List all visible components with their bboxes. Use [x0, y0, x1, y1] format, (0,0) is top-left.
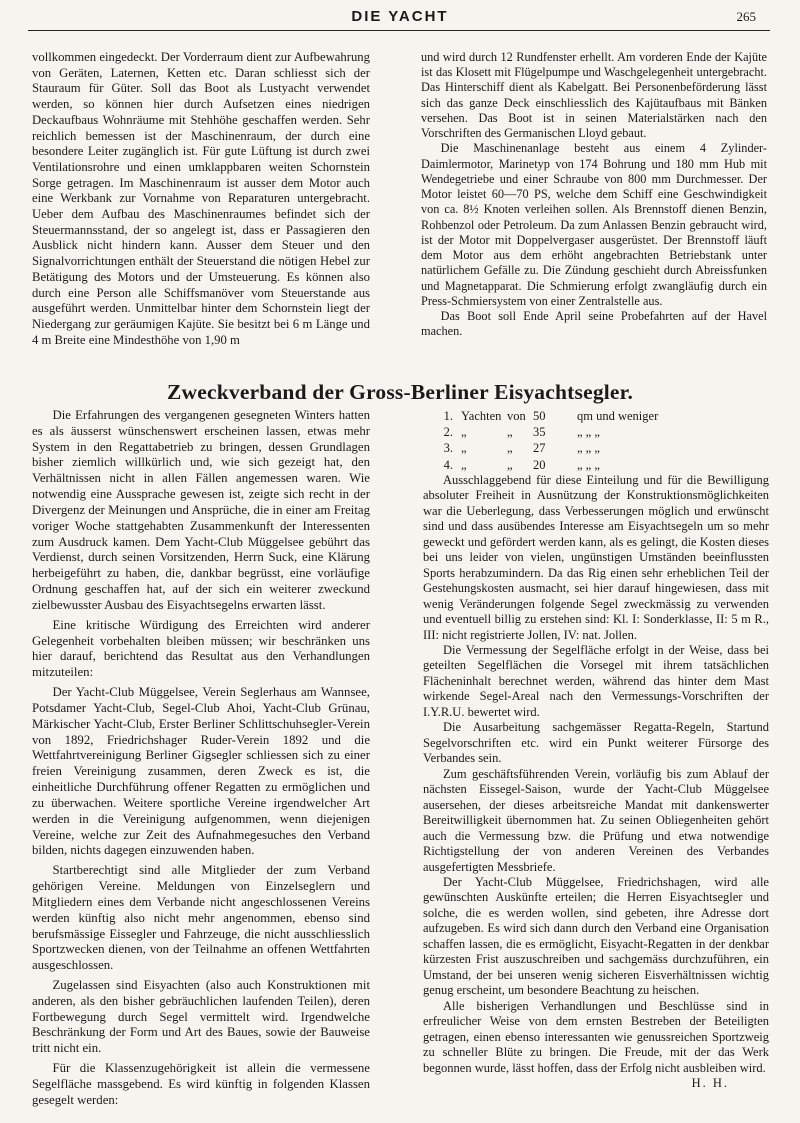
paragraph: Die Maschinenanlage besteht aus einem 4 Zylinder-Daimlermotor, Marinetyp von 174 Bohrung und 180 mm Hub mit Wendegetriebe und einer Schraube von 800 mm Durchmesser. Der Motor leistet 60—70 PS, welche dem Schiff eine Geschwindigkeit von ca. 8½ Knoten verleihen sollen. Als Brennstoff dienen Benzin, Rohbenzol oder Petroleum. Da zum Anlassen Benzin gebraucht wird, ist der Motor mit Doppelvergaser ausgerüstet. Der Brennstoff läuft dem Motor aus dem erhöht angebrachten Betriebstank unter natürlichem Gefälle zu. Die Zündung geschieht durch Abreissfunken und Magnetapparat. Die Schmierung erfolgt zwangläufig durch ein Press-Schmiersystem von einer Zentralstelle aus.	[421, 141, 767, 308]
article-right-column	[423, 408, 769, 1092]
paragraph: vollkommen eingedeckt. Der Vorderraum dient zur Aufbewahrung von Geräten, Laternen, Ketten etc. Daran schliesst sich der Stauraum für Güter. Soll das Boot als Lustyacht verwendet werden, so können hier durch Aufsetzen eines niedrigen Deckaufbaus Wohnräume mit Stehhöhe geschaffen werden. Sehr reichlich bemessen ist der Maschinenraum, der durch eine besondere Leiter zugänglich ist. Für gute Lüftung ist durch zwei Ventilationsrohre und einen umklappbaren weiten Schornstein Sorge getragen. Im Maschinenraum ist ausser dem Motor auch eine Werkbank zur Vornahme von Reparaturen untergebracht. Ueber dem Aufbau des Maschinenraumes befindet sich der Steuermannsstand, der so angelegt ist, dass er Passagieren den Ausblick nicht hindern kann. Ausser dem Steuer und den Signalvorrichtungen enthält der Steuerstand die nötigen Hebel zur Betätigung des Motors und der Umsteuerung. Es können also durch eine Person alle Schiffsmanöver vom Steuerstande aus ausgeführt werden. Unmittelbar hinter dem Schornstein liegt der Niedergang zur geräumigen Kajüte. Sie besitzt bei 6 m Länge und 4 m Breite eine Mindesthöhe von 1,90 m	[32, 50, 370, 347]
paragraph: Der Yacht-Club Müggelsee, Verein Seglerhaus am Wannsee, Potsdamer Yacht-Club, Segel-Club Ahoi, Yacht-Club Grünau, Märkischer Yacht-Club, Erster Berliner Schlittschuhsegler-Verein von 1892, Friedrichshager Ruder-Verein 1892 und die Wettfahrtvereinigung Berliner Gigsegler schliessen sich zu einer freien Vereinigung zusammen, deren Zweck es ist, die einheitliche Durchführung offener Regatten zu ermöglichen und zu überwachen. Weitere sportliche Vereine irgendwelcher Art werden in die Vereinigung aufgenommen, wenn diejenigen Vereine, welche zur Zeit des Aufnahmegesuches den Verband bilden, nichts dagegen einzuwenden haben.	[32, 685, 370, 858]
running-header-title: DIE YACHT	[351, 8, 449, 25]
paragraph: Für die Klassenzugehörigkeit ist allein die vermessene Segelfläche massgebend. Es wird künftig in folgenden Klassen gesegelt werden:	[32, 1061, 370, 1107]
paragraph: und wird durch 12 Rundfenster erhellt. Am vorderen Ende der Kajüte ist das Klosett mit Flügelpumpe und Waschgelegenheit untergebracht. Das Hinterschiff dient als Kabelgatt. Bei Personenbeförderung lässt sich das ganze Deck einschliesslich des Kajütaufbaus mit Bänken versehen. Das Boot ist in seinen Materialstärken nach den Vorschriften des Germanischen Lloyd gebaut.	[421, 50, 767, 141]
class-rest: „ „ „	[577, 457, 600, 472]
class-pre: „	[507, 457, 513, 472]
class-rest: qm und weniger	[577, 409, 659, 423]
class-rest: „ „ „	[577, 425, 600, 440]
paragraph: Das Boot soll Ende April seine Probefahrten auf der Havel machen.	[421, 308, 767, 339]
class-list	[423, 408, 769, 473]
class-list-item	[423, 457, 769, 473]
class-word: „	[461, 425, 467, 440]
author-initials: H. H.	[691, 1076, 729, 1091]
page-number: 265	[736, 9, 756, 24]
paragraph: Der Yacht-Club Müggelsee, Friedrichshagen, wird alle gewünschten Auskünfte erteilen; die Herren Eisyachtsegler und solche, die es werden wollen, sind gebeten, ihre Adresse dort aufzugeben. Es wird sich dann durch den Verband eine Organisation schaffen lassen, die es ermöglicht, Eisyacht-Regatten in der denkbar kürzesten Frist auszuschreiben und sachgemäss durchzuführen, ein Umstand, der bei unseren wenig sicheren Eisverhältnissen wichtig genug erscheint, um besondere Beachtung zu heischen.	[423, 875, 769, 998]
class-list-item	[423, 408, 769, 424]
paragraph: Die Erfahrungen des vergangenen gesegneten Winters hatten es als äusserst wünschenswert erscheinen lassen, etwas mehr System in den Regattabetrieb zu bringen, dessen Grundlagen bisher ziemlich willkürlich und, wie sich gezeigt hat, den Verhältnissen nicht in allen Fällen angemessen waren. Wie notwendig eine Aussprache gewesen ist, zeigte sich recht in der Divergenz der Meinungen und Ansprüche, die in einer am Freitag voriger Woche stattgehabten Zusammenkunft der Interessenten zum Ausdruck kamen. Dem Yacht-Club Müggelsee gebührt das Verdienst, durch seinen Vorsitzenden, Herrn Suck, eine Klärung herbeigeführt zu haben, die, dankbar begrüsst, eine vorläufige Ordnung geschaffen hat, auf der sich ein weiterer zweckund zielbewusster Ausbau des Eisyachtsegelns erwarten lässt.	[32, 408, 370, 612]
article-left-column	[32, 408, 370, 1109]
paragraph: Zum geschäftsführenden Verein, vorläufig bis zum Ablauf der nächsten Eissegel-Saison, wurde der Yacht-Club Müggelsee ausersehen, der dieses arbeitsreiche Mandat mit dankenswerter Bereitwilligkeit übernommen hat. Zu seinen Obliegenheiten gehört auch die Vermessung bzw. die Prüfung und etwa notwendige Richtigstellung der von anderen Vereinen des Verbandes ausgefertigten Messbriefe.	[423, 766, 769, 874]
top-article-right-column	[421, 50, 767, 339]
paragraph: Startberechtigt sind alle Mitglieder der zum Verband gehörigen Vereine. Meldungen von Einzelseglern und Mitgliedern eines dem Verbande nicht angeschlossenen Vereins werden künftig also nicht mehr angenommen, ebenso sind berufsmässige Eissegler und Fahrzeuge, die nicht ausschliesslich Sportzwecken dienen, von der Teilnahme an offenen Wettfahrten ausgeschlossen.	[32, 863, 370, 973]
class-number: 2.	[443, 425, 453, 440]
paragraph: Eine kritische Würdigung des Erreichten wird anderer Gelegenheit vorbehalten bleiben müssen; wir beschränken uns hier darauf, berichtend das Resultat aus den Verhandlungen mitzuteilen:	[32, 617, 370, 680]
class-word: Yachten	[461, 409, 502, 423]
class-word: „	[461, 457, 467, 472]
header-rule	[28, 30, 770, 31]
paragraph: Ausschlaggebend für diese Einteilung und für die Bewilligung absoluter Freiheit in Ausnützung der Konstruktionsmöglichkeiten war die Ueberlegung, dass Verbesserungen möglich und erwünscht sind und dass ausübendes Interesse am Eisyachtsegeln um so mehr geweckt und gefördert werden kann, als es gelingt, die Kosten dieses bei uns leider von vielen, ungünstigen Umständen beeinflussten Sports herabzumindern. Da das Rig einen sehr erheblichen Teil der Gestehungskosten ausmacht, sei hier darauf hingewiesen, dass mit wenig Veränderungen folgende Segel zweckmässig zu verwenden und eventuell billig zu erstehen sind: Kl. I: Sonderklasse, II: 5 m R., III: nicht registrierte Jollen, IV: nat. Jollen.	[423, 472, 769, 642]
class-pre: „	[507, 425, 513, 440]
class-size: 20	[533, 457, 546, 472]
class-list-item	[423, 424, 769, 440]
class-list-item	[423, 440, 769, 456]
class-size: 35	[533, 425, 546, 440]
article-title: Zweckverband der Gross-Berliner Eisyachtsegler.	[166, 380, 634, 404]
class-pre: „	[507, 441, 513, 456]
class-pre: von	[507, 409, 526, 423]
class-size: 27	[533, 441, 546, 456]
top-article-left-column	[32, 50, 370, 348]
class-number: 4.	[443, 457, 453, 472]
class-number: 1.	[443, 409, 453, 423]
class-rest: „ „ „	[577, 441, 600, 456]
class-word: „	[461, 441, 467, 456]
paragraph: Die Vermessung der Segelfläche erfolgt in der Weise, dass bei geteilten Segelflächen die Vorsegel mit ihrem tatsächlichen Flächeninhalt berechnet werden, während das hinter dem Mast wirkende Segel-Areal nach den Vermessungs-Vorschriften der I.Y.R.U. bewertet wird.	[423, 642, 769, 719]
signature-line	[423, 1076, 769, 1091]
paragraph: Die Ausarbeitung sachgemässer Regatta-Regeln, Startund Segelvorschriften etc. wird ein Punkt weiterer Fürsorge des Verbandes sein.	[423, 720, 769, 766]
paragraph: Alle bisherigen Verhandlungen und Beschlüsse sind in erfreulicher Weise von dem ernsten Bestreben der Beteiligten getragen, einen ebenso interessanten wie genussreichen Sportzweig zu schneller Blüte zu bringen. Die Freude, mit der das Werk begonnen wurde, lässt hoffen, dass der Erfolg nicht ausbleiben wird.	[423, 998, 769, 1075]
class-size: 50	[533, 409, 546, 423]
paragraph: Zugelassen sind Eisyachten (also auch Konstruktionen mit anderen, als den bisher gebräuchlichen laufenden Teilen), deren Fortbewegung durch Segel vermittelt wird. Irgendwelche Beschränkung der Form und Art des Baues, sowie der Bauweise tritt nicht ein.	[32, 977, 370, 1056]
class-number: 3.	[443, 441, 453, 456]
